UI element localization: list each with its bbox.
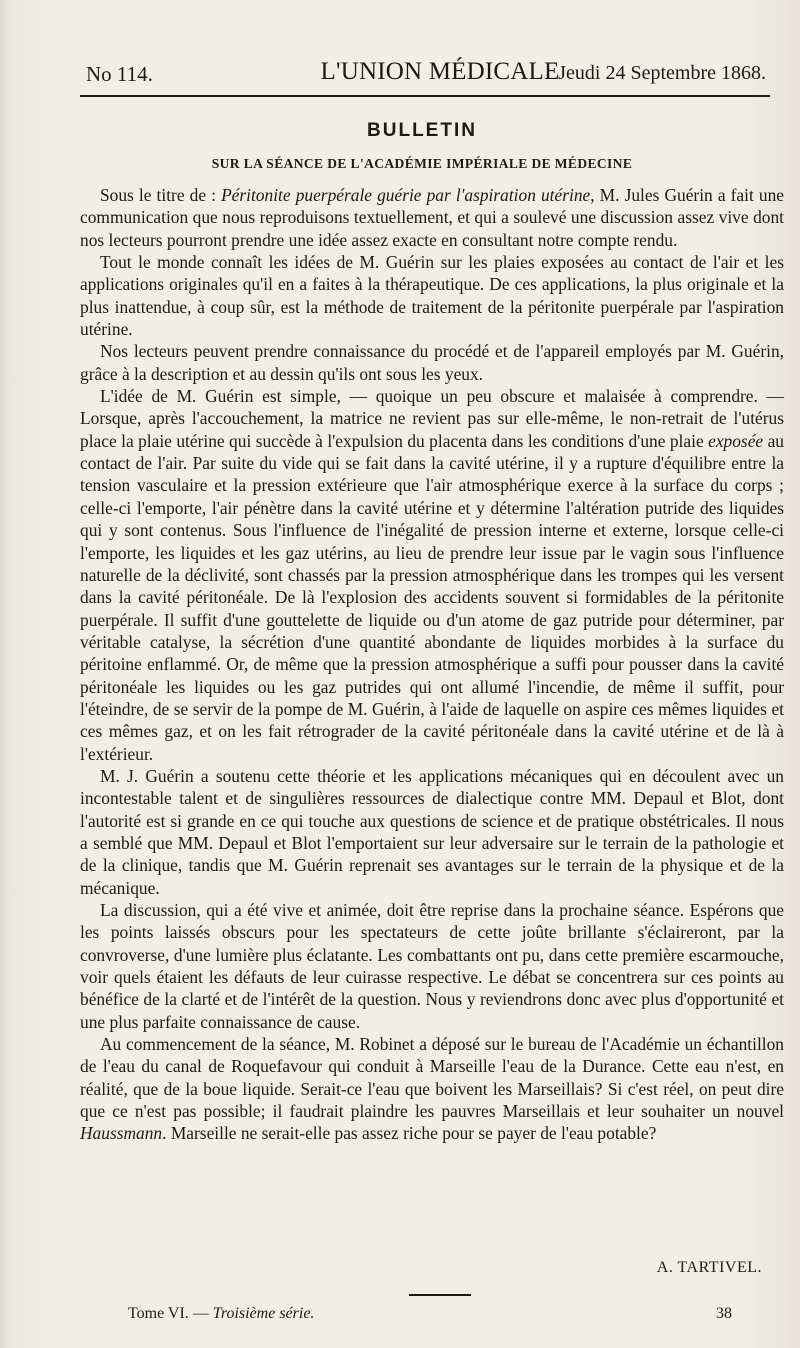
issue-date: Jeudi 24 Septembre 1868. [558,62,766,84]
header-rule [80,95,770,97]
paragraph-7-text-b: . Marseille ne serait-elle pas assez riche pour se payer de l'eau potable? [162,1123,657,1144]
issue-number: No 114. [86,62,153,86]
tome-series [128,1305,314,1323]
section-title: BULLETIN [367,120,477,141]
author-signature: A. TARTIVEL. [656,1259,762,1276]
paragraph-4-text-a: L'idée de M. Guérin est simple, — quoique un peu obscure et malaisée à comprendre. — Lorsque, après l'accouchement, la matrice ne revient pas sur elle-même, le non-retrait de l'utérus place la plaie utérine qui succède à l'expulsion du placenta dans les conditions d'une plaie [80,386,784,451]
paragraph-5: M. J. Guérin a soutenu cette théorie et les applications mécaniques qui en découlent avec un incontestable talent et de singulières ressources de dialectique contre MM. Depaul et Blot, dont l'autorité est si grande en ce qui touche aux questions de science et de pratique obstétricales. Il nous a semblé que MM. Depaul et Blot l'emportaient sur leur adversaire sur le terrain de la pathologie et de la clinique, tandis que M. Guérin reprenait ses avantages sur le terrain de la physique et de la mécanique. [80,765,784,898]
page-footer [128,1305,732,1329]
series-label: Troisième série. [212,1305,315,1322]
article-body [80,184,784,1145]
paragraph-6: La discussion, qui a été vive et animée, doit être reprise dans la prochaine séance. Espérons que les points laissés obscurs pour les spectateurs de cette joûte brillante s'éclaireront, par la convroverse, d'une lumière plus éclatante. Les combattants ont pu, dans cette première escarmouche, voir quels étaient les défauts de leur cuirasse respective. Le débat se concentrera sur ces points au bénéfice de la clarté et de l'intérêt de la question. Nous y reviendrons donc avec plus d'opportunité et une plus parfaite connaissance de cause. [80,900,784,1032]
page-header [86,58,766,90]
paragraph-7-italic: Haussmann [80,1123,163,1144]
paragraph-1-text-b: , M. Jules Guérin a fait une communication que nous reproduisons textuellement, et qui a soulevé une discussion assez vive dont nos lecteurs pourront prendre une idée assez exacte en consultant notre compte rendu. [80,185,784,250]
paragraph-4 [80,385,784,765]
paragraph-4-italic: exposée [708,430,764,451]
paragraph-2: Tout le monde connaît les idées de M. Guérin sur les plaies exposées au contact de l'air et les applications originales qu'il en a faites à la thérapeutique. De ces applications, la plus originale et la plus inattendue, à coup sûr, est la méthode de traitement de la péritonite puerpérale par l'aspiration utérine. [80,252,784,340]
closing-rule [409,1294,471,1296]
section-subtitle: SUR LA SÉANCE DE L'ACADÉMIE IMPÉRIALE DE MÉDECINE [211,156,633,171]
journal-title: L'UNION MÉDICALE [320,58,560,85]
paragraph-4-text-b: au contact de l'air. Par suite du vide qui se fait dans la cavité utérine, il y a rupture d'équilibre entre la tension vasculaire et la pression extérieure que l'air atmosphérique exerce à la surface du corps ; celle-ci l'emporte, l'air pénètre dans la cavité utérine et y détermine l'altération putride des liquides qui y sont contenus. Sous l'influence de l'inégalité de pression interne et externe, lorsque celle-ci l'emporte, les liquides et les gaz utérins, au lieu de prendre leur issue par le vagin sous l'influence naturelle de la déclivité, sont chassés par la pression atmosphérique dans les trompes qui les versent dans la cavité péritonéale. De là l'explosion des accidents souvent si formidables de la péritonite puerpérale. Il suffit d'une gouttelette de liquide ou d'un atome de gaz putride pour déterminer, par véritable catalyse, la sécrétion d'une quantité abondante de liquides morbides à la surface du péritoine enflammé. Or, de même que la pression atmosphérique a suffi pour pousser dans la cavité péritonéale les liquides ou les gaz putrides qui ont allumé l'incendie, de même il suffit, pour l'éteindre, de se servir de la pompe de M. Guérin, à l'aide de laquelle on aspire ces mêmes liquides et ces mêmes gaz, et on les fait rétrograder de la cavité péritonéale dans la cavité utérine et de là à l'extérieur. [80,430,784,764]
paragraph-1-italic: Péritonite puerpérale guérie par l'aspiration utérine [221,185,591,205]
tome-label: Tome VI. — [128,1305,213,1322]
paragraph-7 [80,1033,784,1145]
paragraph-1-text-a: Sous le titre de : [100,185,222,205]
paragraph-1 [80,184,784,251]
paragraph-7-text-a: Au commencement de la séance, M. Robinet a déposé sur le bureau de l'Académie un échantillon de l'eau du canal de Roquefavour qui conduit à Marseille l'eau de la Durance. Cette eau n'est, en réalité, que de la boue liquide. Serait-ce l'eau que boivent les Marseillais? Si c'est réel, on peut dire que ce n'est pas possible; il faudrait plaindre les pauvres Marseillais et leur souhaiter un nouvel [80,1034,784,1122]
paragraph-3: Nos lecteurs peuvent prendre connaissance du procédé et de l'appareil employés par M. Guérin, grâce à la description et au dessin qu'ils ont sous les yeux. [80,341,784,384]
page-number: 38 [716,1305,732,1322]
